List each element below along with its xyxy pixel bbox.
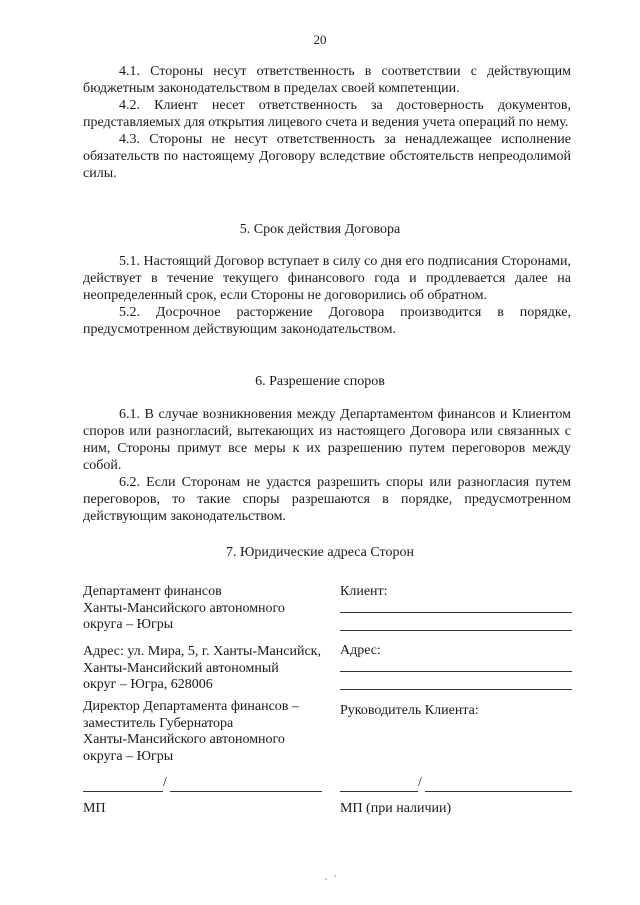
section-7-heading: 7. Юридические адреса Сторон (226, 545, 414, 560)
client-line-1 (340, 612, 572, 613)
clause-5-2: 5.2. Досрочное расторжение Договора производится в порядке, предусмотренном действующим законодательством. (83, 305, 571, 337)
section-6-heading: 6. Разрешение споров (255, 374, 385, 389)
scan-speck (334, 875, 336, 877)
client-label: Клиент: (340, 584, 388, 599)
section-4 (83, 63, 571, 182)
left-signature-slash: / (163, 775, 167, 790)
dept-director-line-4: округа – Югры (83, 748, 174, 764)
clause-5-1: 5.1. Настоящий Договор вступает в силу со дня его подписания Сторонами, действует в течение текущего финансового года и продлевается далее на неопределенный срок, если Стороны не договорились об обратном. (83, 254, 571, 303)
dept-director-line-1: Директор Департамента финансов – (83, 699, 299, 714)
clause-4-3: 4.3. Стороны не несут ответственность за ненадлежащее исполнение обязательств по настоящему Договору вследствие обстоятельств непреодолимой силы. (83, 132, 571, 181)
dept-address-line-2: Ханты-Мансийский автономный (83, 660, 279, 676)
dept-name-line-2: Ханты-Мансийского автономного (83, 600, 285, 616)
dept-name (83, 584, 333, 634)
dept-address (83, 644, 338, 694)
dept-address-line-3: округ – Югра, 628006 (83, 677, 213, 692)
section-5-heading: 5. Срок действия Договора (239, 222, 401, 237)
dept-director-line-2: заместитель Губернатора (83, 715, 234, 731)
client-line-2 (340, 630, 572, 631)
client-address-line-2 (340, 689, 572, 690)
left-stamp: МП (83, 801, 106, 816)
dept-address-line-1: Адрес: ул. Мира, 5, г. Ханты-Мансийск, (83, 644, 321, 659)
right-name-line (425, 791, 572, 792)
section-6 (83, 406, 571, 525)
scan-speck (325, 878, 327, 880)
dept-name-line-3: округа – Югры (83, 617, 174, 632)
right-stamp: МП (при наличии) (340, 801, 452, 816)
left-signature-line (83, 791, 163, 792)
client-address-label: Адрес: (340, 643, 381, 658)
clause-6-2: 6.2. Если Сторонам не удастся разрешить споры или разногласия путем переговоров, то такие споры разрешаются в порядке, предусмотренном действующим законодательством. (83, 475, 571, 524)
client-head-label: Руководитель Клиента: (340, 703, 479, 718)
page-number: 20 (313, 32, 327, 47)
dept-name-line-1: Департамент финансов (83, 584, 222, 599)
clause-4-1: 4.1. Стороны несут ответственность в соответствии с действующим бюджетным законодательством в пределах своей компетенции. (83, 64, 571, 96)
right-signature-slash: / (418, 775, 422, 790)
dept-director (83, 699, 333, 765)
dept-director-line-3: Ханты-Мансийского автономного (83, 732, 285, 747)
client-address-line-1 (340, 671, 572, 672)
clause-6-1: 6.1. В случае возникновения между Департаментом финансов и Клиентом споров или разногласий, вытекающих из настоящего Договора или связанных с ним, Стороны примут все меры к их разрешению путем переговоров между собой. (83, 407, 571, 473)
clause-4-2: 4.2. Клиент несет ответственность за достоверность документов, представляемых для открытия лицевого счета и ведения учета операций по нему. (83, 98, 571, 130)
section-5 (83, 253, 571, 338)
right-signature-line (340, 791, 418, 792)
left-name-line (170, 791, 322, 792)
